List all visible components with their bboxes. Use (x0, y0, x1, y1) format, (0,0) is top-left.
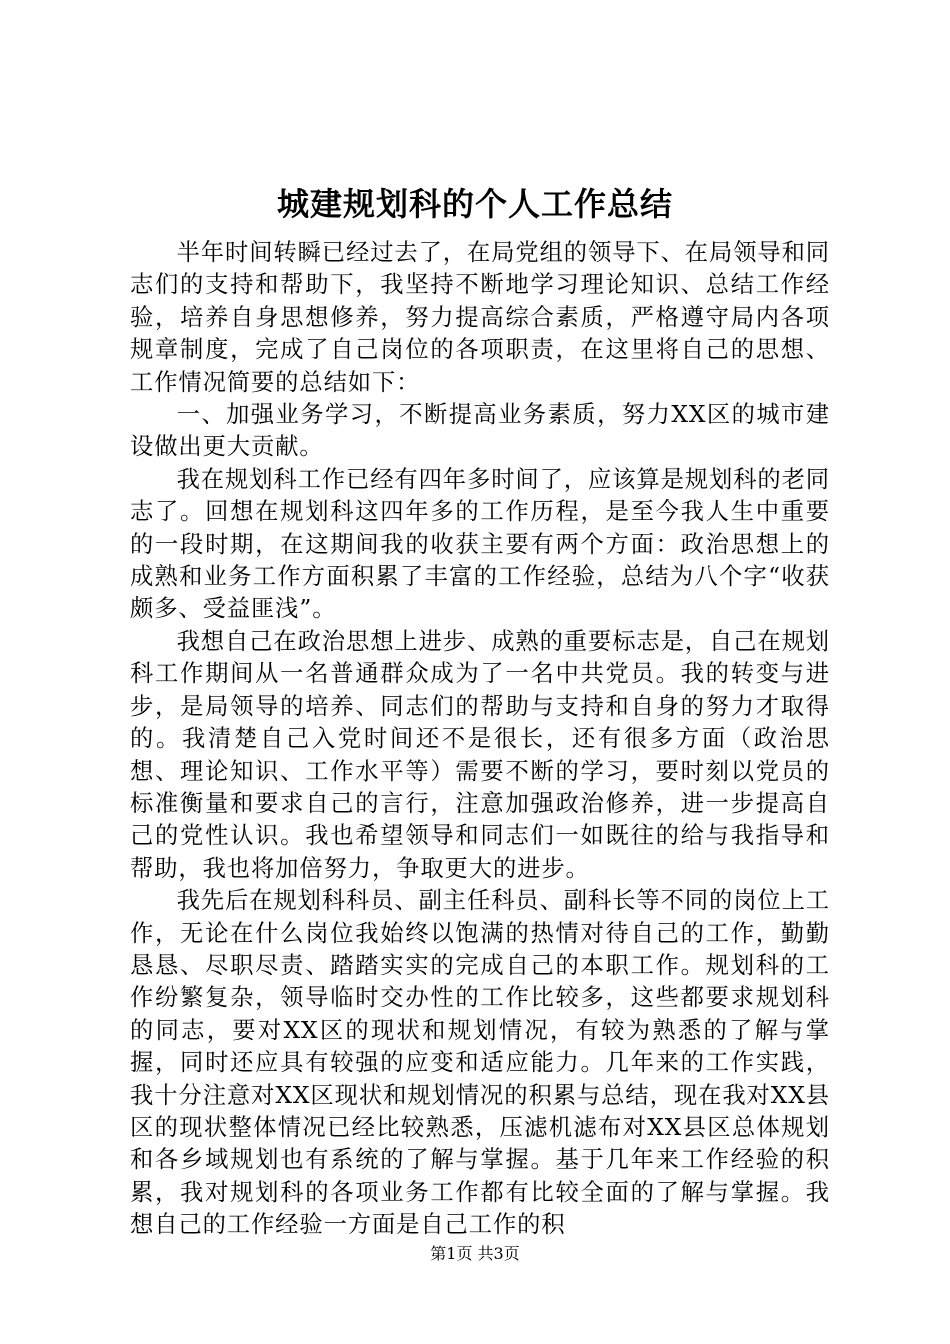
document-body (130, 237, 830, 1239)
document-title: 城建规划科的个人工作总结 (276, 185, 673, 223)
paragraph-work-history: 我在规划科工作已经有四年多时间了，应该算是规划科的老同志了。回想在规划科这四年多的工作历程，是至今我人生中重要的一段时期，在这期间我的收获主要有两个方面：政治思想上的成熟和业务工作方面积累了丰富的工作经验，总结为八个字“收获颇多、受益匪浅”。 (130, 465, 830, 623)
paragraph-work-experience: 我先后在规划科科员、副主任科员、副科长等不同的岗位上工作，无论在什么岗位我始终以饱满的热情对待自己的工作，勤勤恳恳、尽职尽责、踏踏实实的完成自己的本职工作。规划科的工作纷繁复杂，领导临时交办性的工作比较多，这些都要求规划科的同志，要对XX区的现状和规划情况，有较为熟悉的了解与掌握，同时还应具有较强的应变和适应能力。几年来的工作实践，我十分注意对XX区现状和规划情况的积累与总结，现在我对XX县区的现状整体情况已经比较熟悉，压滤机滤布对XX县区总体规划和各乡域规划也有系统的了解与掌握。基于几年来工作经验的积累，我对规划科的各项业务工作都有比较全面的了解与掌握。我想自己的工作经验一方面是自己工作的积 (130, 887, 830, 1239)
paragraph-section-heading: 一、加强业务学习，不断提高业务素质，努力XX区的城市建设做出更大贡献。 (130, 401, 830, 461)
page-footer: 第1页 共3页 (430, 1244, 520, 1263)
paragraph-intro: 半年时间转瞬已经过去了，在局党组的领导下、在局领导和同志们的支持和帮助下，我坚持不断地学习理论知识、总结工作经验，培养自身思想修养，努力提高综合素质，严格遵守局内各项规章制度，完成了自己岗位的各项职责，在这里将自己的思想、工作情况简要的总结如下： (130, 239, 830, 396)
paragraph-political-progress: 我想自己在政治思想上进步、成熟的重要标志是，自己在规划科工作期间从一名普通群众成为了一名中共党员。我的转变与进步，是局领导的培养、同志们的帮助与支持和自身的努力才取得的。我清楚自己入党时间还不是很长，还有很多方面（政治思想、理论知识、工作水平等）需要不断的学习，要时刻以党员的标准衡量和要求自己的言行，注意加强政治修养，进一步提高自己的党性认识。我也希望领导和同志们一如既往的给与我指导和帮助，我也将加倍努力，争取更大的进步。 (130, 627, 830, 882)
